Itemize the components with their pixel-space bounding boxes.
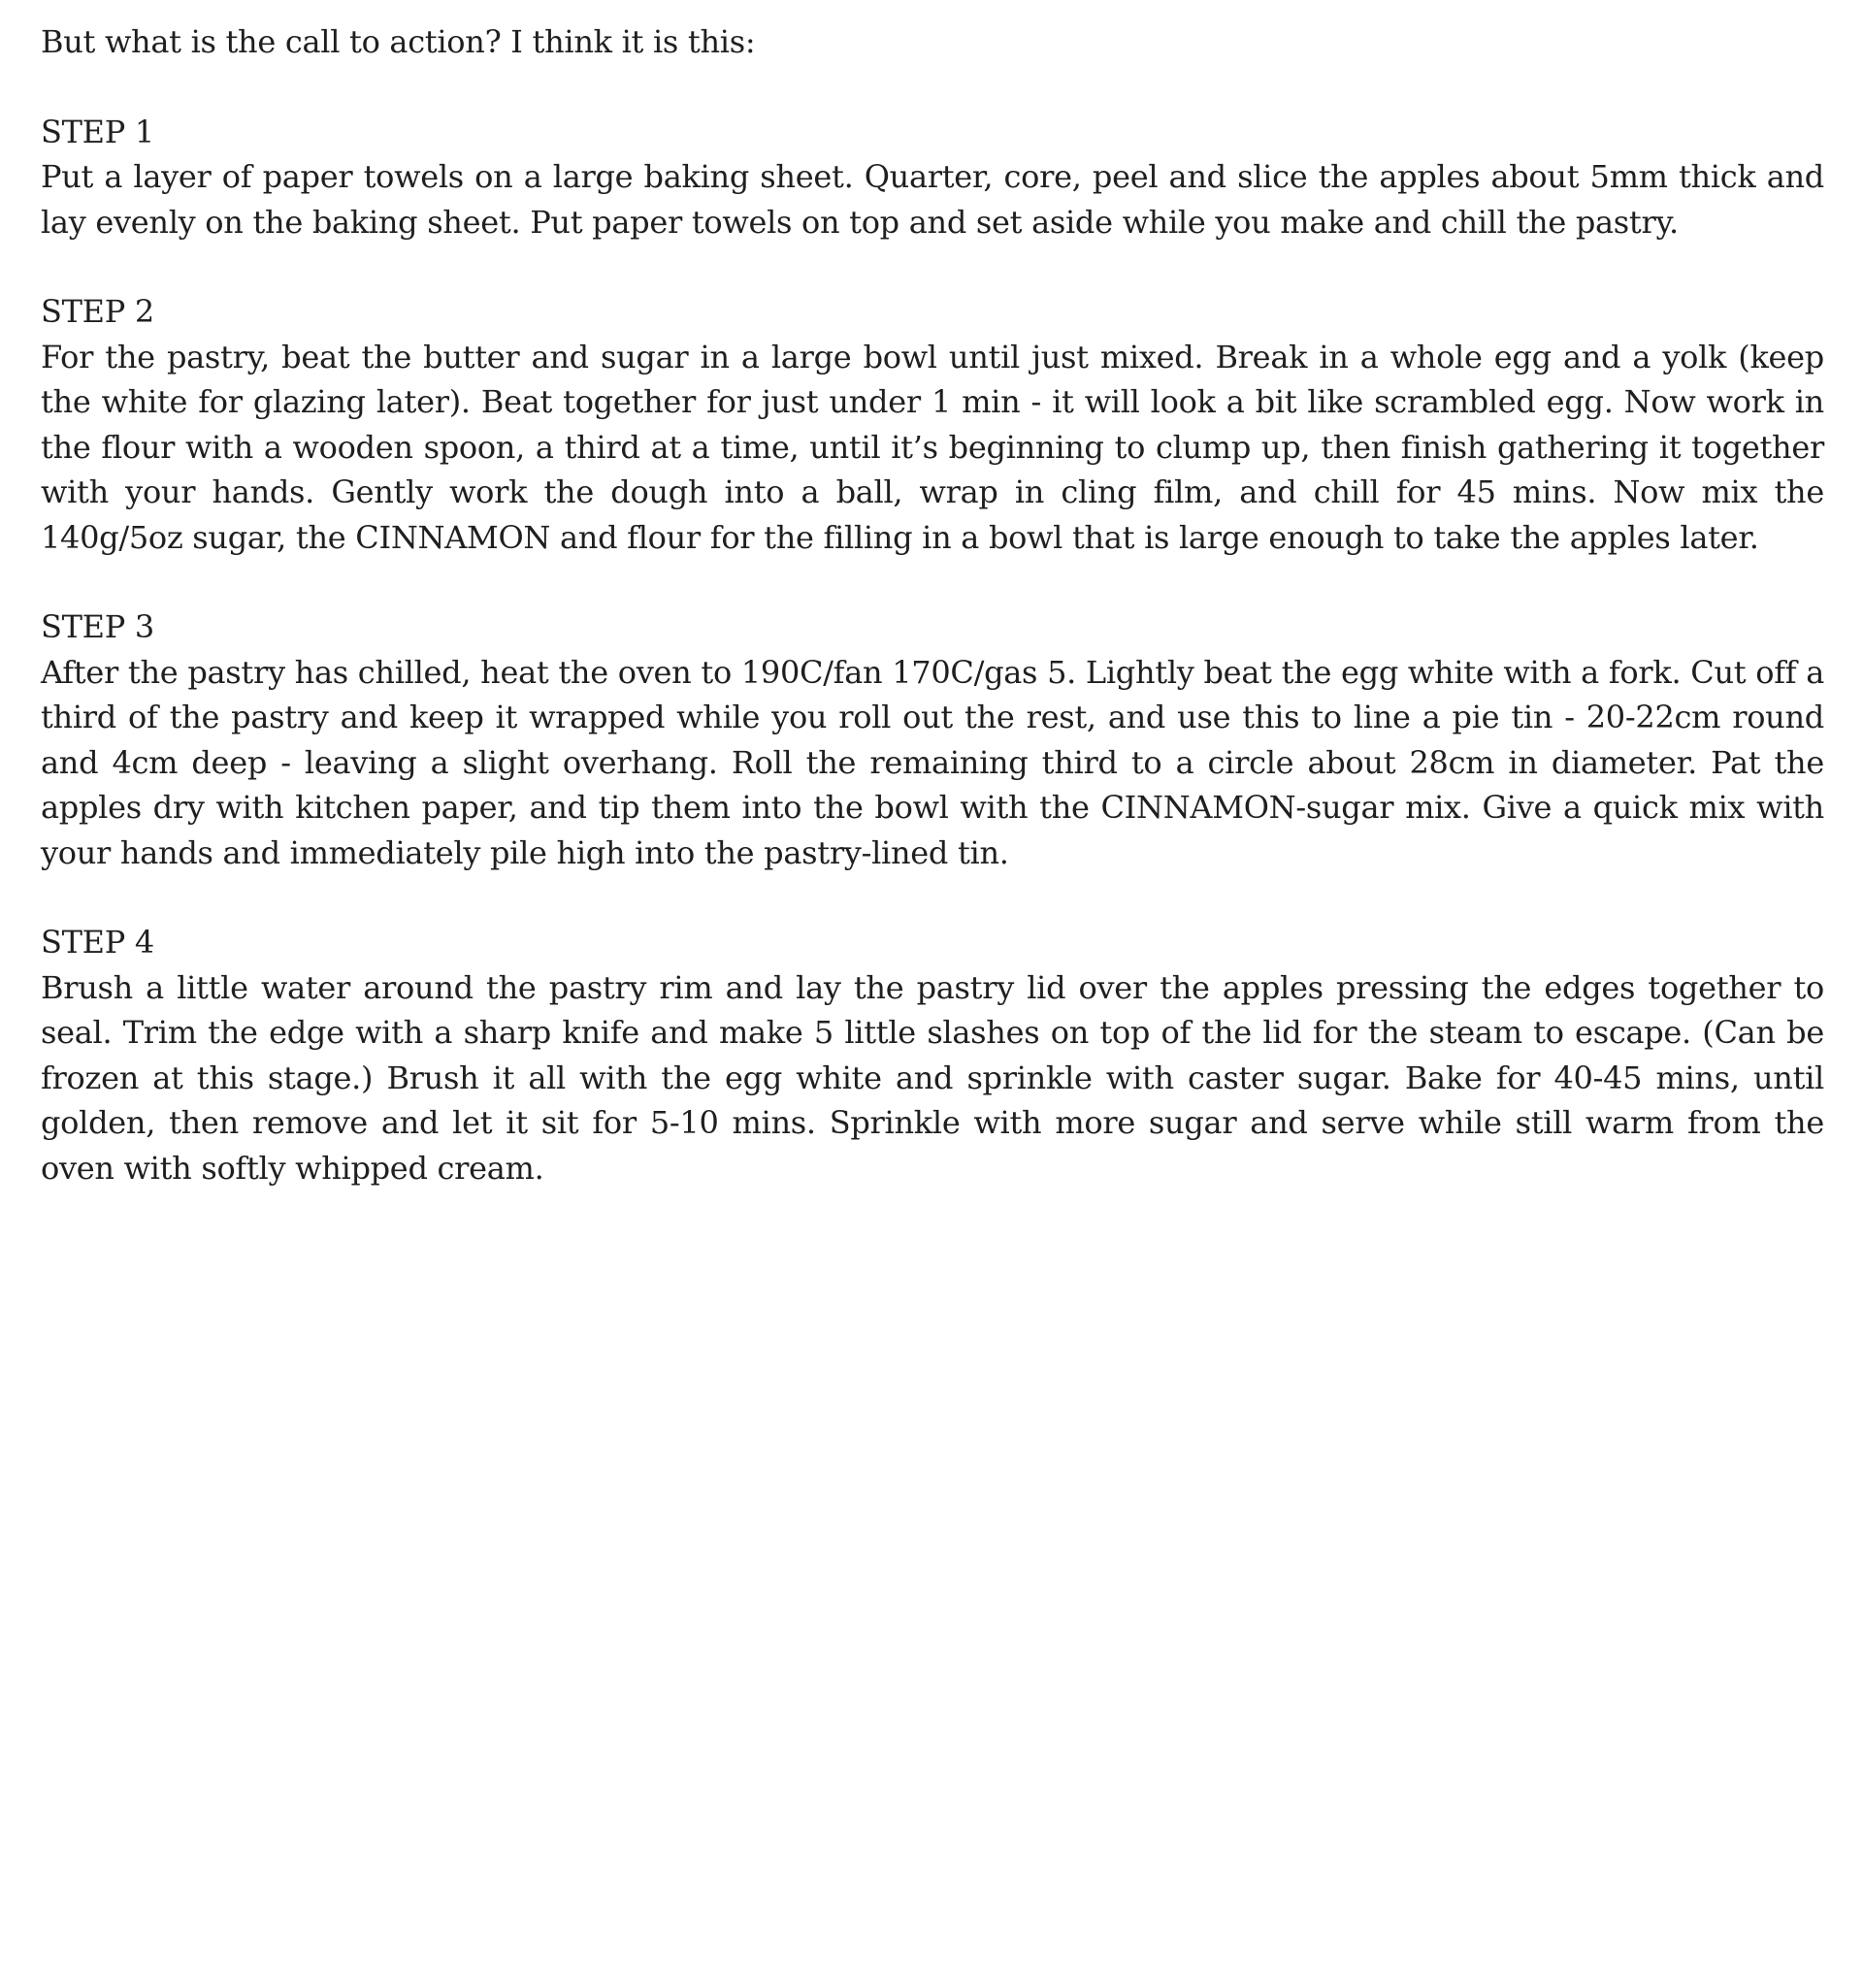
step-heading: STEP 4	[41, 924, 154, 961]
step-4	[41, 920, 1824, 1190]
step-body: For the pastry, beat the butter and sugar in a large bowl until just mixed. Break in a whole egg and a yolk (keep the white for glazing later). Beat together for just under 1 min - it will look a bit like scrambled egg. Now work in the flour with a wooden spoon, a third at a time, until it’s beginning to clump up, then finish gathering it together with your hands. Gently work the dough into a ball, wrap in cling film, and chill for 45 mins. Now mix the 140g/5oz sugar, the CINNAMON and flour for the filling in a bowl that is large enough to take the apples later.	[41, 338, 1824, 556]
document-body	[41, 19, 1824, 1235]
step-heading: STEP 3	[41, 608, 154, 645]
step-heading: STEP 1	[41, 113, 154, 150]
step-1	[41, 110, 1824, 245]
intro-text: But what is the call to action? I think it is this:	[41, 23, 756, 60]
step-body: Put a layer of paper towels on a large baking sheet. Quarter, core, peel and slice the apples about 5mm thick and lay evenly on the baking sheet. Put paper towels on top and set aside while you make and chill the pastry.	[41, 158, 1824, 241]
step-3	[41, 604, 1824, 875]
step-body: After the pastry has chilled, heat the oven to 190C/fan 170C/gas 5. Lightly beat the egg white with a fork. Cut off a third of the pastry and keep it wrapped while you roll out the rest, and use this to line a pie tin - 20-22cm round and 4cm deep - leaving a slight overhang. Roll the remaining third to a circle about 28cm in diameter. Pat the apples dry with kitchen paper, and tip them into the bowl with the CINNAMON-sugar mix. Give a quick mix with your hands and immediately pile high into the pastry-lined tin.	[41, 653, 1824, 871]
step-2	[41, 289, 1824, 560]
step-body: Brush a little water around the pastry rim and lay the pastry lid over the apples pressing the edges together to seal. Trim the edge with a sharp knife and make 5 little slashes on top of the lid for the steam to escape. (Can be frozen at this stage.) Brush it all with the egg white and sprinkle with caster sugar. Bake for 40-45 mins, until golden, then remove and let it sit for 5-10 mins. Sprinkle with more sugar and serve while still warm from the oven with softly whipped cream.	[41, 968, 1824, 1187]
step-heading: STEP 2	[41, 293, 154, 330]
